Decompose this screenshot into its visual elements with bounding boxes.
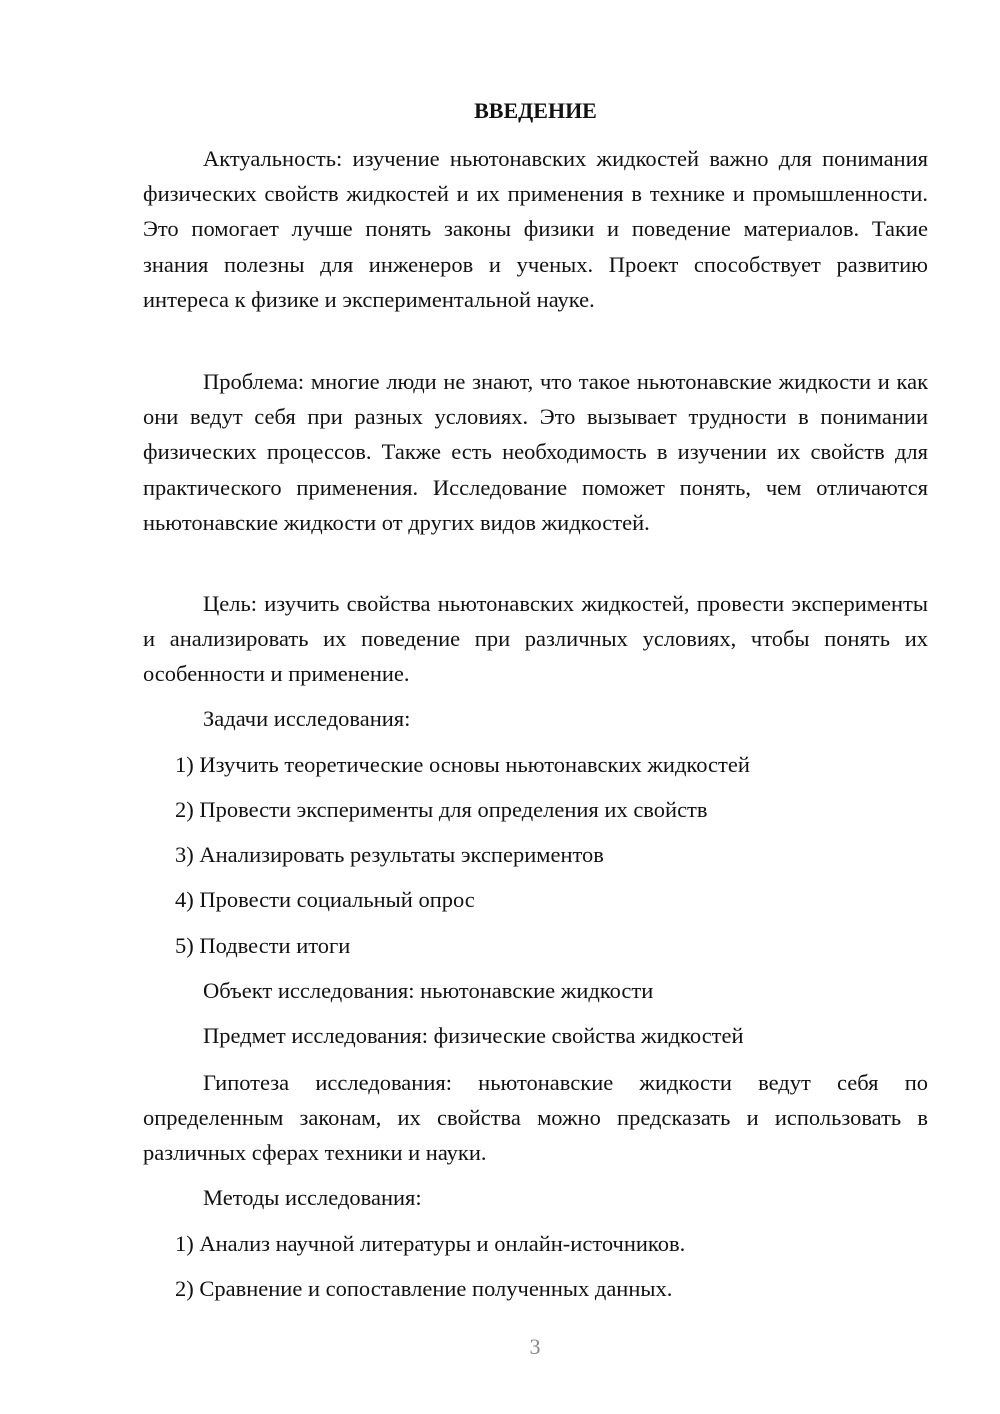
task-item-2: 2) Провести эксперименты для определения их свойств [175, 797, 708, 822]
tasks-heading: Задачи исследования: [203, 706, 411, 731]
task-item-4: 4) Провести социальный опрос [175, 887, 475, 912]
task-item-5: 5) Подвести итоги [175, 933, 351, 958]
problem-paragraph: Проблема: многие люди не знают, что такое ньютонавские жидкости и как они ведут себя при разных условиях. Это вызывает трудности в понимании физических процессов. Также есть необходимость в изучении их свойств для практического применения. Исследование поможет понять, чем отличаются ньютонавские жидкости от других видов жидкостей. [143, 369, 928, 535]
page-number: 3 [529, 1334, 541, 1359]
goal-paragraph: Цель: изучить свойства ньютонавских жидкостей, провести эксперименты и анализировать их поведение при различных условиях, чтобы понять их особенности и применение. [143, 591, 928, 687]
research-object: Объект исследования: ньютонавские жидкости [203, 978, 654, 1003]
methods-heading: Методы исследования: [203, 1185, 422, 1210]
research-subject: Предмет исследования: физические свойства жидкостей [203, 1023, 744, 1048]
relevance-paragraph: Актуальность: изучение ньютонавских жидкостей важно для понимания физических свойств жидкостей и их применения в технике и промышленности. Это помогает лучше понять законы физики и поведение материалов. Такие знания полезны для инженеров и ученых. Проект способствует развитию интереса к физике и экспериментальной науке. [143, 146, 928, 312]
task-item-1: 1) Изучить теоретические основы ньютонавских жидкостей [175, 752, 750, 777]
page-title: ВВЕДЕНИЕ [474, 98, 597, 123]
method-item-2: 2) Сравнение и сопоставление полученных данных. [175, 1276, 673, 1301]
method-item-1: 1) Анализ научной литературы и онлайн-источников. [175, 1231, 686, 1256]
hypothesis-paragraph: Гипотеза исследования: ньютонавские жидкости ведут себя по определенным законам, их свойства можно предсказать и использовать в различных сферах техники и науки. [143, 1070, 928, 1166]
task-item-3: 3) Анализировать результаты экспериментов [175, 842, 604, 867]
